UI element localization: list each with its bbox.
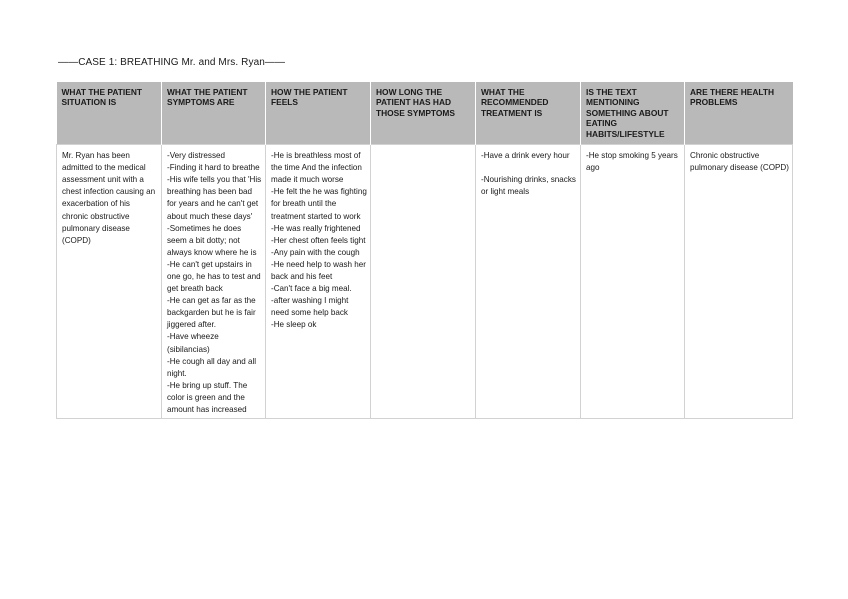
cell-health-problems: Chronic obstructive pulmonary disease (COPD)	[685, 145, 793, 419]
feeling-item: -He felt the he was fighting for breath until the treatment started to work	[271, 187, 367, 221]
feeling-item: -after washing I might need some help back	[271, 296, 349, 318]
cell-lifestyle: -He stop smoking 5 years ago	[581, 145, 685, 419]
symptom-item: -Sometimes he does seem a bit dotty; not always know where he is	[167, 223, 257, 257]
treatment-item: -Nourishing drinks, snacks or light meals	[481, 175, 576, 197]
symptom-item: -He cough all day and all night.	[167, 356, 257, 378]
symptom-item: -His wife tells you that 'His breathing has been bad for years and he can't get about much these days'	[167, 175, 262, 221]
symptom-item: -He can get as far as the backgarden but he is fair jiggered after.	[167, 296, 256, 330]
header-symptoms: WHAT THE PATIENT SYMPTOMS ARE	[162, 82, 266, 145]
header-treatment: WHAT THE RECOMMENDED TREATMENT IS	[476, 82, 581, 145]
feeling-item: -Any pain with the cough	[271, 247, 360, 257]
table-row	[57, 145, 793, 419]
cell-treatment	[476, 145, 581, 419]
symptom-item: -Finding it hard to breathe	[167, 163, 260, 173]
cell-situation: Mr. Ryan has been admitted to the medical assessment unit with a chest infection causing an exacerbation of his chronic obstructive pulmonary disease (COPD)	[57, 145, 162, 419]
feeling-item: -He was really frightened	[271, 223, 361, 233]
treatment-item: -Have a drink every hour	[481, 151, 570, 161]
case-table	[56, 82, 793, 419]
cell-duration	[371, 145, 476, 419]
treatment-spacer	[481, 162, 577, 174]
feeling-item: -Can't face a big meal.	[271, 284, 352, 294]
symptom-item: -Have wheeze (sibilancias)	[167, 332, 219, 354]
feeling-item: -He is breathless most of the time And the infection made it much worse	[271, 151, 362, 185]
feeling-item: -He need help to wash her back and his feet	[271, 259, 366, 281]
header-lifestyle: IS THE TEXT MENTIONING SOMETHING ABOUT EATING HABITS/LIFESTYLE	[581, 82, 685, 145]
symptom-item: -He can't get upstairs in one go, he has to test and get breath back	[167, 259, 261, 294]
feeling-item: -He sleep ok	[271, 320, 317, 330]
cell-symptoms	[162, 145, 266, 419]
header-feelings: HOW THE PATIENT FEELS	[266, 82, 371, 145]
header-duration: HOW LONG THE PATIENT HAS HAD THOSE SYMPTOMS	[371, 82, 476, 145]
case-title: ——CASE 1: BREATHING Mr. and Mrs. Ryan——	[58, 57, 286, 68]
cell-feelings	[266, 145, 371, 419]
header-row	[57, 82, 793, 145]
feeling-item: -Her chest often feels tight	[271, 235, 366, 245]
symptom-item: -Very distressed	[167, 151, 226, 161]
header-health-problems: ARE THERE HEALTH PROBLEMS	[685, 82, 793, 145]
header-situation: WHAT THE PATIENT SITUATION IS	[57, 82, 162, 145]
symptom-item: -He bring up stuff. The color is green and the amount has increased	[167, 380, 248, 414]
